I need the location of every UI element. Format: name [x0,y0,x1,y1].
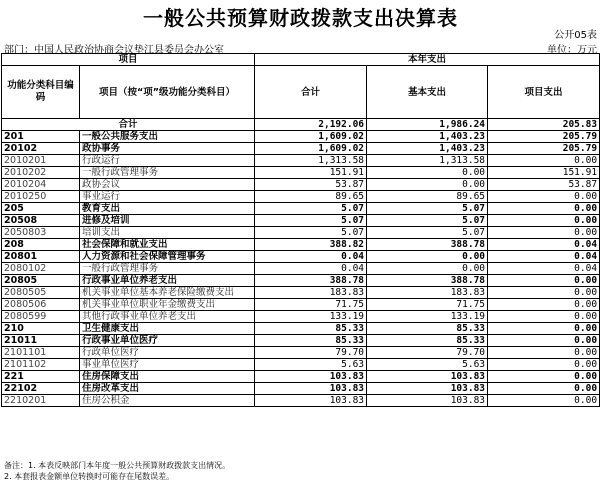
row-total: 151.91 [255,167,367,179]
row-basic: 0.00 [367,251,488,263]
row-code: 20508 [2,215,80,227]
row-project: 0.00 [488,227,600,239]
row-basic: 103.83 [367,371,488,383]
row-name: 培训支出 [80,227,255,239]
row-project: 0.00 [488,215,600,227]
row-code: 2101102 [2,359,80,371]
row-project: 0.00 [488,191,600,203]
row-name: 人力资源和社会保障管理事务 [80,251,255,263]
row-project: 205.79 [488,143,600,155]
row-name: 一般公共服务支出 [80,131,255,143]
header-item: 项目 [2,54,255,66]
table-row [2,371,600,383]
row-basic: 183.83 [367,287,488,299]
row-name: 卫生健康支出 [80,323,255,335]
total-project: 205.83 [488,119,600,131]
row-code: 2210201 [2,395,80,407]
row-total: 133.19 [255,311,367,323]
row-code: 221 [2,371,80,383]
row-code: 2080102 [2,263,80,275]
row-project: 0.00 [488,155,600,167]
row-code: 210 [2,323,80,335]
row-total: 5.63 [255,359,367,371]
unit-label: 单位：万元 [547,45,597,56]
table-row [2,383,600,395]
note-1: 备注：1. 本表反映部门本年度一般公共预算财政拨款支出情况。 [4,461,231,470]
row-total: 89.65 [255,191,367,203]
row-project: 205.79 [488,131,600,143]
row-code: 2010201 [2,155,80,167]
row-name: 教育支出 [80,203,255,215]
table-row [2,263,600,275]
row-basic: 5.07 [367,203,488,215]
row-project: 0.04 [488,239,600,251]
notes [4,460,230,482]
table-row [2,167,600,179]
table-row [2,359,600,371]
table-row [2,275,600,287]
table-row [2,179,600,191]
header-basic: 基本支出 [367,66,488,119]
table-row [2,215,600,227]
row-total: 0.04 [255,263,367,275]
total-label: 合计 [2,119,255,131]
row-name: 机关事业单位职业年金缴费支出 [80,299,255,311]
row-name: 一般行政管理事务 [80,167,255,179]
row-total: 103.83 [255,395,367,407]
expenditure-table [1,53,600,407]
table-row [2,203,600,215]
row-total: 103.83 [255,383,367,395]
row-code: 22102 [2,383,80,395]
row-name: 其他行政事业单位养老支出 [80,311,255,323]
row-total: 85.33 [255,335,367,347]
row-basic: 85.33 [367,335,488,347]
table-row [2,323,600,335]
row-name: 住房保障支出 [80,371,255,383]
row-project: 0.00 [488,347,600,359]
row-basic: 71.75 [367,299,488,311]
row-project: 151.91 [488,167,600,179]
row-code: 205 [2,203,80,215]
row-total: 5.07 [255,227,367,239]
header-code: 功能分类科目编码 [2,66,80,119]
header-total: 合计 [255,66,367,119]
row-project: 0.00 [488,275,600,287]
row-total: 5.07 [255,215,367,227]
row-project: 0.00 [488,299,600,311]
row-name: 行政运行 [80,155,255,167]
row-project: 0.04 [488,251,600,263]
row-project: 0.00 [488,323,600,335]
row-code: 2080599 [2,311,80,323]
row-name: 政协会议 [80,179,255,191]
row-project: 53.87 [488,179,600,191]
row-name: 住房改革支出 [80,383,255,395]
total-sum: 2,192.06 [255,119,367,131]
total-row [2,119,600,131]
row-project: 0.00 [488,371,600,383]
row-total: 85.33 [255,323,367,335]
row-total: 71.75 [255,299,367,311]
row-basic: 1,403.23 [367,131,488,143]
row-project: 0.00 [488,383,600,395]
row-basic: 103.83 [367,395,488,407]
row-basic: 1,313.58 [367,155,488,167]
row-total: 183.83 [255,287,367,299]
table-row [2,299,600,311]
row-code: 2080506 [2,299,80,311]
table-row [2,239,600,251]
row-basic: 388.78 [367,275,488,287]
row-project: 0.00 [488,335,600,347]
row-code: 20805 [2,275,80,287]
row-total: 0.04 [255,251,367,263]
note-2: 2. 本套报表金额单位转换时可能存在尾数误差。 [4,472,175,481]
row-basic: 0.00 [367,167,488,179]
department-label: 部门：中国人民政治协商会议垫江县委员会办公室 [4,45,224,56]
table-row [2,227,600,239]
row-name: 行政事业单位养老支出 [80,275,255,287]
row-code: 208 [2,239,80,251]
row-code: 201 [2,131,80,143]
row-code: 2080505 [2,287,80,299]
row-code: 20801 [2,251,80,263]
row-project: 0.00 [488,203,600,215]
table-row [2,395,600,407]
row-basic: 0.00 [367,179,488,191]
row-total: 1,609.02 [255,131,367,143]
table-row [2,311,600,323]
row-name: 进修及培训 [80,215,255,227]
row-name: 行政单位医疗 [80,347,255,359]
row-project: 0.00 [488,287,600,299]
row-name: 行政事业单位医疗 [80,335,255,347]
row-name: 事业单位医疗 [80,359,255,371]
header-project: 项目支出 [488,66,600,119]
row-total: 388.78 [255,275,367,287]
row-code: 2101101 [2,347,80,359]
row-basic: 5.63 [367,359,488,371]
table-row [2,191,600,203]
row-total: 79.70 [255,347,367,359]
row-name: 一般行政管理事务 [80,263,255,275]
row-project: 0.04 [488,263,600,275]
header-year-expense: 本年支出 [255,54,600,66]
row-name: 住房公积金 [80,395,255,407]
table-row [2,287,600,299]
row-project: 0.00 [488,311,600,323]
row-project: 0.00 [488,359,600,371]
row-total: 1,313.58 [255,155,367,167]
row-basic: 1,403.23 [367,143,488,155]
row-basic: 85.33 [367,323,488,335]
row-name: 机关事业单位基本养老保险缴费支出 [80,287,255,299]
table-row [2,143,600,155]
row-basic: 5.07 [367,215,488,227]
row-code: 2010204 [2,179,80,191]
row-code: 21011 [2,335,80,347]
row-total: 1,609.02 [255,143,367,155]
row-code: 2050803 [2,227,80,239]
row-name: 政协事务 [80,143,255,155]
row-basic: 133.19 [367,311,488,323]
row-project: 0.00 [488,395,600,407]
row-code: 2010202 [2,167,80,179]
row-basic: 0.00 [367,263,488,275]
row-basic: 5.07 [367,227,488,239]
table-row [2,131,600,143]
row-basic: 89.65 [367,191,488,203]
row-name: 事业运行 [80,191,255,203]
table-row [2,155,600,167]
row-code: 20102 [2,143,80,155]
row-code: 2010250 [2,191,80,203]
row-basic: 79.70 [367,347,488,359]
total-basic: 1,986.24 [367,119,488,131]
table-row [2,251,600,263]
page-title: 一般公共预算财政拨款支出决算表 [143,6,458,30]
row-total: 103.83 [255,371,367,383]
row-total: 388.82 [255,239,367,251]
row-total: 53.87 [255,179,367,191]
table-row [2,347,600,359]
row-total: 5.07 [255,203,367,215]
row-basic: 103.83 [367,383,488,395]
form-number: 公开05表 [554,30,597,41]
row-basic: 388.78 [367,239,488,251]
header-name: 项目（按“项”级功能分类科目） [80,66,255,119]
row-name: 社会保障和就业支出 [80,239,255,251]
table-row [2,335,600,347]
